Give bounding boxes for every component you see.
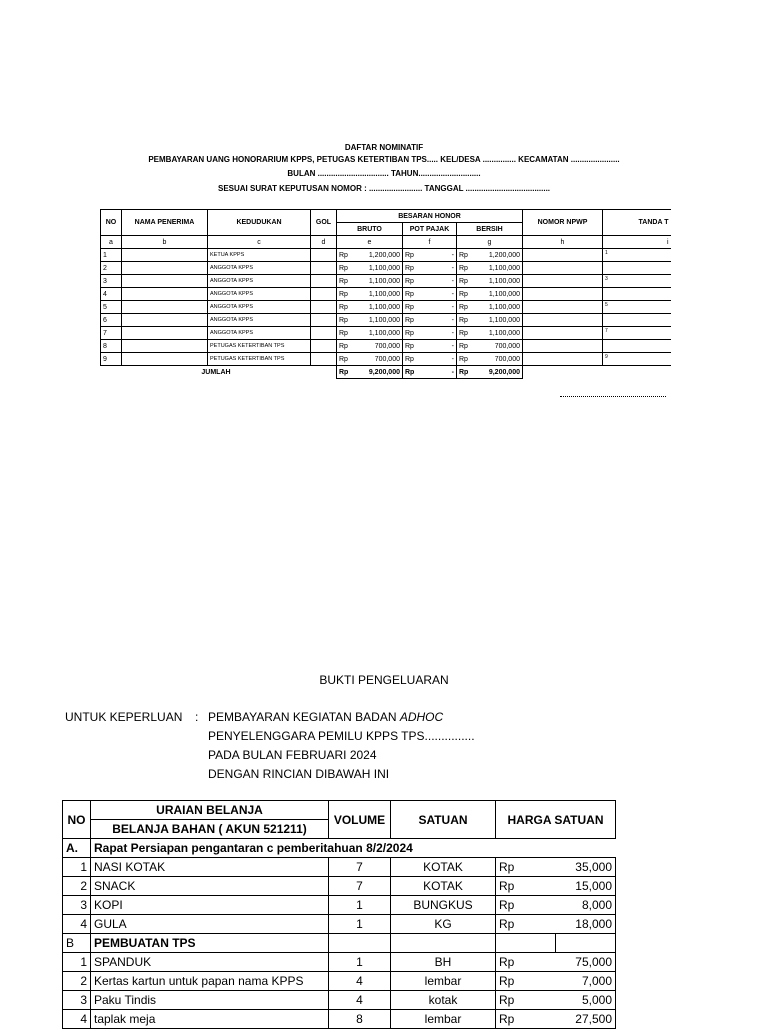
currency-label: Rp bbox=[405, 342, 414, 350]
currency-label: Rp bbox=[339, 316, 348, 324]
row-bersih bbox=[457, 275, 523, 288]
row-gol bbox=[311, 327, 337, 340]
row-bersih bbox=[457, 301, 523, 314]
row-bruto bbox=[337, 327, 403, 340]
row-position: ANGGOTA KPPS bbox=[208, 314, 311, 327]
currency-label: Rp bbox=[405, 290, 414, 298]
row-gol bbox=[311, 353, 337, 366]
recipient-name bbox=[122, 249, 208, 262]
item-price: 18,000 bbox=[556, 915, 616, 934]
row-no: 1 bbox=[101, 249, 122, 262]
purpose-line-3: PADA BULAN FEBRUARI 2024 bbox=[208, 748, 377, 762]
row-pot bbox=[403, 314, 457, 327]
row-signature: 9 bbox=[603, 353, 671, 366]
purpose-line-1 bbox=[208, 710, 443, 724]
col-harga: HARGA SATUAN bbox=[496, 801, 616, 839]
row-bersih-value: 1,100,000 bbox=[488, 277, 520, 285]
row-signature: 3 bbox=[603, 275, 671, 288]
currency-label: Rp bbox=[339, 277, 348, 285]
row-no: 7 bbox=[101, 327, 122, 340]
row-gol bbox=[311, 275, 337, 288]
column-letter: f bbox=[403, 236, 457, 249]
row-pot-value: - bbox=[451, 251, 454, 259]
item-unit: lembar bbox=[391, 1010, 496, 1029]
row-bruto-value: 1,100,000 bbox=[368, 316, 400, 324]
col-satuan: SATUAN bbox=[391, 801, 496, 839]
row-pot-value: - bbox=[451, 277, 454, 285]
row-no: 2 bbox=[101, 262, 122, 275]
item-name: GULA bbox=[91, 915, 329, 934]
item-volume: 4 bbox=[329, 991, 391, 1010]
expense-row bbox=[63, 915, 616, 934]
row-bruto bbox=[337, 288, 403, 301]
row-bruto-value: 1,100,000 bbox=[368, 290, 400, 298]
item-name: SNACK bbox=[91, 877, 329, 896]
row-gol bbox=[311, 340, 337, 353]
item-currency: Rp bbox=[496, 972, 556, 991]
group-label: PEMBUATAN TPS bbox=[91, 934, 329, 953]
item-no: 1 bbox=[63, 953, 91, 972]
row-pot-value: - bbox=[451, 264, 454, 272]
row-bersih-value: 700,000 bbox=[494, 342, 520, 350]
row-pot-value: - bbox=[451, 290, 454, 298]
currency-label: Rp bbox=[459, 329, 468, 337]
item-no: 3 bbox=[63, 896, 91, 915]
row-bersih-value: 700,000 bbox=[494, 355, 520, 363]
recipient-name bbox=[122, 314, 208, 327]
row-npwp bbox=[523, 249, 603, 262]
row-position: ANGGOTA KPPS bbox=[208, 262, 311, 275]
purpose-line-1-italic: ADHOC bbox=[399, 710, 444, 724]
row-bersih-value: 1,200,000 bbox=[488, 251, 520, 259]
row-bersih bbox=[457, 340, 523, 353]
currency-label: Rp bbox=[459, 290, 468, 298]
row-pot bbox=[403, 275, 457, 288]
group-code: A. bbox=[63, 839, 91, 858]
row-pot bbox=[403, 288, 457, 301]
item-unit: KG bbox=[391, 915, 496, 934]
row-bersih-value: 1,100,000 bbox=[488, 303, 520, 311]
row-npwp bbox=[523, 340, 603, 353]
recipient-name bbox=[122, 262, 208, 275]
recipient-row bbox=[101, 262, 671, 275]
currency-label: Rp bbox=[459, 303, 468, 311]
doc-decree: SESUAI SURAT KEPUTUSAN NOMOR : ........................ TANGGAL ...................................... bbox=[217, 184, 551, 193]
total-label: JUMLAH bbox=[201, 368, 231, 376]
currency-label: Rp bbox=[459, 251, 468, 259]
row-bruto-value: 1,200,000 bbox=[368, 251, 400, 259]
item-no: 3 bbox=[63, 991, 91, 1010]
column-letter: h bbox=[523, 236, 603, 249]
total-row bbox=[101, 366, 671, 379]
row-bruto bbox=[337, 301, 403, 314]
item-no: 2 bbox=[63, 972, 91, 991]
item-name: Kertas kartun untuk papan nama KPPS bbox=[91, 972, 329, 991]
row-bruto bbox=[337, 262, 403, 275]
currency-label: Rp bbox=[339, 290, 348, 298]
row-gol bbox=[311, 262, 337, 275]
col-kedudukan: KEDUDUKAN bbox=[208, 210, 311, 236]
currency-label: Rp bbox=[459, 342, 468, 350]
column-letter: i bbox=[603, 236, 671, 249]
row-pot-value: - bbox=[451, 316, 454, 324]
expense-row bbox=[63, 1010, 616, 1029]
row-pot bbox=[403, 327, 457, 340]
total-bersih: 9,200,000 bbox=[488, 368, 520, 376]
row-position: ANGGOTA KPPS bbox=[208, 327, 311, 340]
recipient-name bbox=[122, 275, 208, 288]
item-name: NASI KOTAK bbox=[91, 858, 329, 877]
row-gol bbox=[311, 314, 337, 327]
row-signature: 1 bbox=[603, 249, 671, 262]
row-npwp bbox=[523, 314, 603, 327]
row-bersih-value: 1,100,000 bbox=[488, 316, 520, 324]
row-bersih-value: 1,100,000 bbox=[488, 329, 520, 337]
currency-label: Rp bbox=[339, 264, 348, 272]
item-unit: BH bbox=[391, 953, 496, 972]
recipient-name bbox=[122, 327, 208, 340]
col-belanja: BELANJA BAHAN ( AKUN 521211) bbox=[91, 820, 329, 839]
row-pot bbox=[403, 301, 457, 314]
row-bruto-value: 1,100,000 bbox=[368, 277, 400, 285]
row-position: ANGGOTA KPPS bbox=[208, 275, 311, 288]
expense-row bbox=[63, 991, 616, 1010]
recipient-name bbox=[122, 288, 208, 301]
row-pot-value: - bbox=[451, 303, 454, 311]
item-currency: Rp bbox=[496, 877, 556, 896]
row-bruto bbox=[337, 314, 403, 327]
row-signature bbox=[603, 262, 671, 275]
recipient-row bbox=[101, 301, 671, 314]
col-no: NO bbox=[101, 210, 122, 236]
currency-label: Rp bbox=[405, 251, 414, 259]
row-npwp bbox=[523, 275, 603, 288]
row-npwp bbox=[523, 353, 603, 366]
row-bruto bbox=[337, 340, 403, 353]
currency-label: Rp bbox=[405, 264, 414, 272]
col-npwp: NOMOR NPWP bbox=[523, 210, 603, 236]
row-bersih bbox=[457, 249, 523, 262]
currency-label: Rp bbox=[405, 355, 414, 363]
item-volume: 7 bbox=[329, 858, 391, 877]
row-position: ANGGOTA KPPS bbox=[208, 288, 311, 301]
row-pot-value: - bbox=[451, 355, 454, 363]
col-nama: NAMA PENERIMA bbox=[122, 210, 208, 236]
row-position: PETUGAS KETERTIBAN TPS bbox=[208, 340, 311, 353]
item-no: 4 bbox=[63, 915, 91, 934]
item-name: SPANDUK bbox=[91, 953, 329, 972]
item-price: 35,000 bbox=[556, 858, 616, 877]
item-unit: BUNGKUS bbox=[391, 896, 496, 915]
total-rp: Rp bbox=[339, 368, 349, 376]
row-no: 5 bbox=[101, 301, 122, 314]
recipient-name bbox=[122, 301, 208, 314]
item-currency: Rp bbox=[496, 915, 556, 934]
row-pot bbox=[403, 353, 457, 366]
column-letter: d bbox=[311, 236, 337, 249]
row-pot bbox=[403, 262, 457, 275]
currency-label: Rp bbox=[339, 329, 348, 337]
item-volume: 4 bbox=[329, 972, 391, 991]
item-unit: kotak bbox=[391, 991, 496, 1010]
expense-row bbox=[63, 877, 616, 896]
currency-label: Rp bbox=[405, 303, 414, 311]
expense-row bbox=[63, 953, 616, 972]
total-rp: Rp bbox=[405, 368, 415, 376]
purpose-label: UNTUK KEPERLUAN bbox=[65, 710, 183, 724]
purpose-line-2: PENYELENGGARA PEMILU KPPS TPS............... bbox=[208, 729, 475, 743]
item-volume: 8 bbox=[329, 1010, 391, 1029]
recipient-row bbox=[101, 288, 671, 301]
group-label: Rapat Persiapan pengantaran c pemberitahuan 8/2/2024 bbox=[91, 839, 616, 858]
row-bruto-value: 1,100,000 bbox=[368, 264, 400, 272]
row-signature bbox=[603, 340, 671, 353]
row-bruto bbox=[337, 249, 403, 262]
row-bersih bbox=[457, 327, 523, 340]
total-bruto: 9,200,000 bbox=[368, 368, 400, 376]
column-letter: g bbox=[457, 236, 523, 249]
total-rp: Rp bbox=[459, 368, 469, 376]
row-position: KETUA KPPS bbox=[208, 249, 311, 262]
item-currency: Rp bbox=[496, 1010, 556, 1029]
group-code: B bbox=[63, 934, 91, 953]
item-unit: KOTAK bbox=[391, 877, 496, 896]
row-bersih bbox=[457, 353, 523, 366]
item-currency: Rp bbox=[496, 896, 556, 915]
row-signature bbox=[603, 288, 671, 301]
group-row-b bbox=[63, 934, 616, 953]
item-volume: 1 bbox=[329, 915, 391, 934]
recipient-row bbox=[101, 275, 671, 288]
row-no: 3 bbox=[101, 275, 122, 288]
col-no: NO bbox=[63, 801, 91, 839]
row-pot bbox=[403, 249, 457, 262]
col-pot: POT PAJAK bbox=[403, 223, 457, 236]
doc-period: BULAN ................................ TAHUN............................ bbox=[287, 169, 481, 178]
item-name: taplak meja bbox=[91, 1010, 329, 1029]
doc-title: DAFTAR NOMINATIF bbox=[344, 143, 424, 152]
col-volume: VOLUME bbox=[329, 801, 391, 839]
col-besaran: BESARAN HONOR bbox=[337, 210, 523, 223]
item-price: 8,000 bbox=[556, 896, 616, 915]
col-bersih: BERSIH bbox=[457, 223, 523, 236]
total-pot: - bbox=[451, 368, 454, 376]
letter-row bbox=[101, 236, 671, 249]
item-no: 1 bbox=[63, 858, 91, 877]
recipient-row bbox=[101, 340, 671, 353]
currency-label: Rp bbox=[339, 251, 348, 259]
currency-label: Rp bbox=[459, 355, 468, 363]
recipient-row bbox=[101, 249, 671, 262]
row-no: 6 bbox=[101, 314, 122, 327]
col-uraian: URAIAN BELANJA bbox=[91, 801, 329, 820]
currency-label: Rp bbox=[339, 342, 348, 350]
row-bruto-value: 1,100,000 bbox=[368, 303, 400, 311]
purpose-colon: : bbox=[195, 710, 199, 724]
signature-line bbox=[560, 396, 666, 397]
item-no: 2 bbox=[63, 877, 91, 896]
row-bruto-value: 1,100,000 bbox=[368, 329, 400, 337]
item-price: 5,000 bbox=[556, 991, 616, 1010]
recipient-row bbox=[101, 327, 671, 340]
item-price: 15,000 bbox=[556, 877, 616, 896]
currency-label: Rp bbox=[459, 316, 468, 324]
expense-row bbox=[63, 972, 616, 991]
column-letter: e bbox=[337, 236, 403, 249]
row-signature: 5 bbox=[603, 301, 671, 314]
row-bruto-value: 700,000 bbox=[374, 342, 400, 350]
currency-label: Rp bbox=[405, 316, 414, 324]
purpose-line-1-text: PEMBAYARAN KEGIATAN BADAN bbox=[208, 710, 400, 724]
row-npwp bbox=[523, 288, 603, 301]
item-volume: 1 bbox=[329, 953, 391, 972]
currency-label: Rp bbox=[339, 355, 348, 363]
row-no: 8 bbox=[101, 340, 122, 353]
row-pot-value: - bbox=[451, 342, 454, 350]
row-gol bbox=[311, 288, 337, 301]
item-currency: Rp bbox=[496, 953, 556, 972]
column-letter: a bbox=[101, 236, 122, 249]
column-letter: c bbox=[208, 236, 311, 249]
doc-subtitle: PEMBAYARAN UANG HONORARIUM KPPS, PETUGAS KETERTIBAN TPS..... KEL/DESA ............... KECAMATAN ...................... bbox=[148, 155, 620, 164]
nominative-table bbox=[100, 209, 671, 379]
row-position: PETUGAS KETERTIBAN TPS bbox=[208, 353, 311, 366]
row-position: ANGGOTA KPPS bbox=[208, 301, 311, 314]
row-no: 4 bbox=[101, 288, 122, 301]
item-volume: 7 bbox=[329, 877, 391, 896]
row-bersih-value: 1,100,000 bbox=[488, 290, 520, 298]
row-signature: 7 bbox=[603, 327, 671, 340]
expense-row bbox=[63, 858, 616, 877]
currency-label: Rp bbox=[459, 264, 468, 272]
row-gol bbox=[311, 301, 337, 314]
col-gol: GOL bbox=[311, 210, 337, 236]
row-bruto bbox=[337, 353, 403, 366]
row-bruto-value: 700,000 bbox=[374, 355, 400, 363]
row-pot bbox=[403, 340, 457, 353]
item-no: 4 bbox=[63, 1010, 91, 1029]
item-volume: 1 bbox=[329, 896, 391, 915]
currency-label: Rp bbox=[405, 329, 414, 337]
currency-label: Rp bbox=[405, 277, 414, 285]
item-unit: KOTAK bbox=[391, 858, 496, 877]
section-title: BUKTI PENGELUARAN bbox=[319, 673, 449, 687]
currency-label: Rp bbox=[459, 277, 468, 285]
item-currency: Rp bbox=[496, 858, 556, 877]
col-bruto: BRUTO bbox=[337, 223, 403, 236]
row-gol bbox=[311, 249, 337, 262]
item-price: 7,000 bbox=[556, 972, 616, 991]
purpose-line-4: DENGAN RINCIAN DIBAWAH INI bbox=[208, 767, 390, 781]
expense-row bbox=[63, 896, 616, 915]
expense-table bbox=[62, 800, 616, 1029]
recipient-row bbox=[101, 353, 671, 366]
group-row-a bbox=[63, 839, 616, 858]
column-letter: b bbox=[122, 236, 208, 249]
item-price: 75,000 bbox=[556, 953, 616, 972]
row-bersih bbox=[457, 314, 523, 327]
currency-label: Rp bbox=[339, 303, 348, 311]
recipient-name bbox=[122, 340, 208, 353]
row-no: 9 bbox=[101, 353, 122, 366]
recipient-row bbox=[101, 314, 671, 327]
row-bersih bbox=[457, 262, 523, 275]
item-unit: lembar bbox=[391, 972, 496, 991]
row-npwp bbox=[523, 301, 603, 314]
row-npwp bbox=[523, 327, 603, 340]
row-bersih bbox=[457, 288, 523, 301]
row-bruto bbox=[337, 275, 403, 288]
row-signature bbox=[603, 314, 671, 327]
row-pot-value: - bbox=[451, 329, 454, 337]
row-npwp bbox=[523, 262, 603, 275]
item-name: KOPI bbox=[91, 896, 329, 915]
item-name: Paku Tindis bbox=[91, 991, 329, 1010]
item-currency: Rp bbox=[496, 991, 556, 1010]
col-tanda: TANDA T bbox=[603, 210, 671, 236]
item-price: 27,500 bbox=[556, 1010, 616, 1029]
recipient-name bbox=[122, 353, 208, 366]
row-bersih-value: 1,100,000 bbox=[488, 264, 520, 272]
